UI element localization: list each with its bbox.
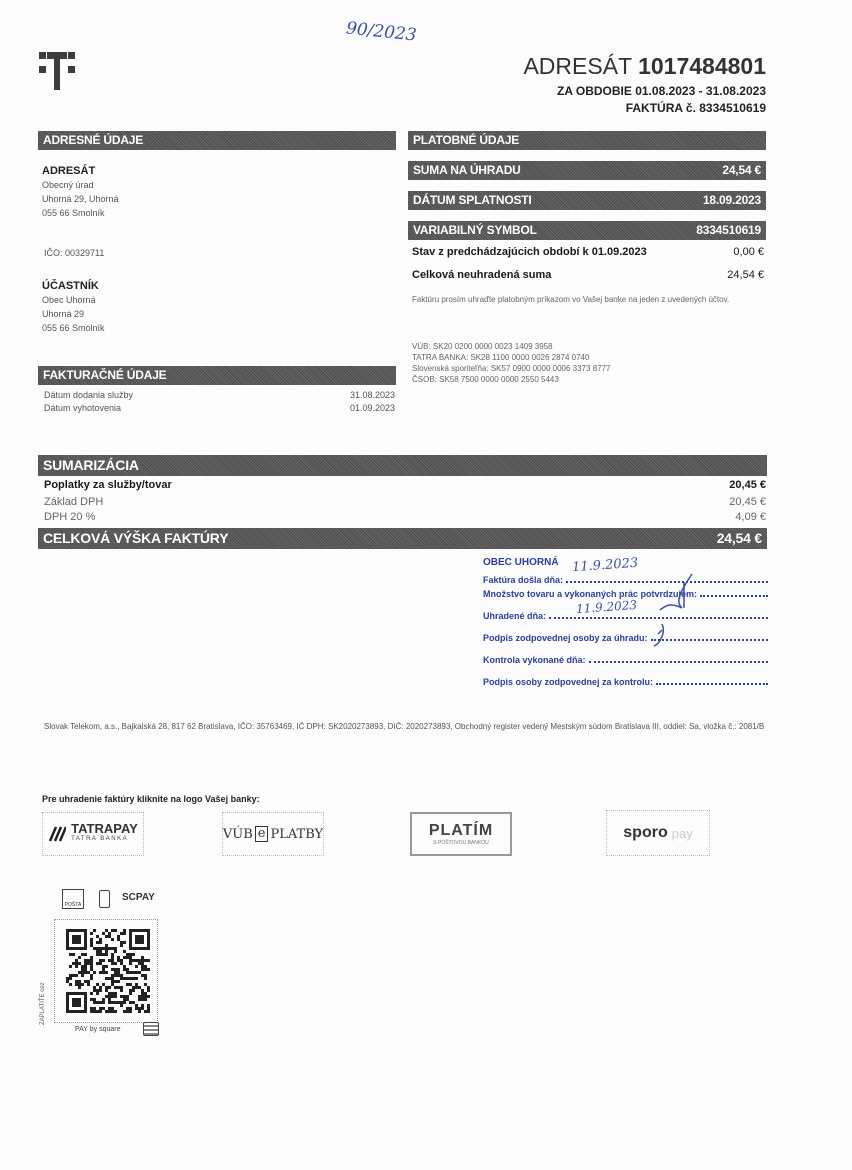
unpaid-total-row: Celková neuhradená suma 24,54 € xyxy=(412,269,764,281)
stamp-line: Množstvo tovaru a vykonaných prác potvrdzujem: xyxy=(483,583,768,605)
tatrapay-icon xyxy=(48,826,66,842)
telekom-logo-icon xyxy=(38,52,76,94)
invoice-total-value: 24,54 € xyxy=(716,530,762,546)
adresat-number: 1017484801 xyxy=(638,53,766,79)
previous-balance-row: Stav z predchádzajúcich období k 01.09.2023 0,00 € xyxy=(412,246,764,258)
participant-line: Obec Uhorná xyxy=(42,295,96,305)
paybysquare-label: PAY by square xyxy=(75,1026,121,1033)
recipient-line: Obecný úrad xyxy=(42,180,94,190)
participant-block xyxy=(42,280,105,335)
due-date-bar: DÁTUM SPLATNOSTI 18.09.2023 xyxy=(408,191,766,210)
sporopay-button[interactable] xyxy=(606,810,710,856)
billing-section-title: FAKTURAČNÉ ÚDAJE xyxy=(38,366,396,385)
stamp-line: Podpis zodpovednej osoby za úhradu: xyxy=(483,627,768,649)
tatrapay-label: TATRAPAY xyxy=(71,821,138,836)
due-date-value: 18.09.2023 xyxy=(702,193,761,207)
sporo-label: sporo xyxy=(623,824,668,841)
vub-eplatby-button[interactable] xyxy=(222,812,324,856)
stamp-line: Podpis osoby zodpovednej za kontrolu: xyxy=(483,671,768,693)
billing-row: Dátum dodania služby 31.08.2023 xyxy=(44,390,395,400)
address-section-title: ADRESNÉ ÚDAJE xyxy=(38,131,396,150)
stamp-line: Kontrola vykonané dňa: xyxy=(483,649,768,671)
recipient-line: Uhorná 29, Uhorná xyxy=(42,194,119,204)
vub-e-icon: e xyxy=(255,826,269,842)
tatrapay-button[interactable] xyxy=(42,812,144,856)
variable-symbol-value: 8334510619 xyxy=(696,223,761,237)
participant-line: 055 66 Smolník xyxy=(42,323,105,333)
qr-code-icon[interactable] xyxy=(66,929,150,1013)
sporo-pay-label: pay xyxy=(671,825,693,841)
vub-label: VÚB xyxy=(222,826,253,842)
signature-icon xyxy=(640,572,700,652)
fees-row: Poplatky za služby/tovar 20,45 € xyxy=(44,479,766,491)
participant-heading: ÚČASTNÍK xyxy=(42,280,99,292)
payment-note: Faktúru prosím uhraďte platobným príkazom vo Vašej banke na jeden z uvedených účtov. xyxy=(412,295,730,304)
platim-label: PLATÍM xyxy=(428,822,494,839)
vat-base-row: Základ DPH 20,45 € xyxy=(44,496,766,508)
handwritten-date: 11.9.2023 xyxy=(575,597,638,617)
bank-account: VÚB: SK20 0200 0000 0023 1409 3958 xyxy=(412,342,553,351)
payment-section-title: PLATOBNÉ ÚDAJE xyxy=(408,131,766,150)
invoice-total-bar: CELKOVÁ VÝŠKA FAKTÚRY 24,54 € xyxy=(38,528,767,549)
qr-payment-block xyxy=(42,889,162,1039)
phone-icon xyxy=(99,890,110,908)
tatrapay-sub: TATRA BANKA xyxy=(71,836,129,842)
invoice-meta xyxy=(557,83,766,117)
billing-rows xyxy=(44,389,395,415)
invoice-number: FAKTÚRA č. 8334510619 xyxy=(625,101,766,115)
bank-prompt: Pre uhradenie faktúry kliknite na logo Vašej banky: xyxy=(42,794,260,804)
company-footer: Slovak Telekom, a.s., Bajkalská 28, 817 62 Bratislava, IČO: 35763469, IČ DPH: SK2020273893, DIČ: 2020273893, Obchodný register vedený Mestským súdom Bratislava III, oddiel: Sa, vložka č.: 2081/B xyxy=(44,722,765,731)
invoice-header xyxy=(523,53,766,80)
qr-side-text: ZAPLATIŤE cez xyxy=(40,982,46,1025)
vat-row: DPH 20 % 4,09 € xyxy=(44,511,766,523)
amount-bar: SUMA NA ÚHRADU 24,54 € xyxy=(408,161,766,180)
municipal-stamp xyxy=(483,557,768,693)
handwritten-note: 90/2023 xyxy=(345,18,418,46)
recipient-heading: ADRESÁT xyxy=(42,165,96,177)
participant-line: Uhorná 29 xyxy=(42,309,85,319)
invoice-period: ZA OBDOBIE 01.08.2023 - 31.08.2023 xyxy=(556,84,766,98)
summary-title: SUMARIZÁCIA xyxy=(38,455,767,476)
stamp-line: Uhradené dňa: xyxy=(483,605,768,627)
vub-platby-label: PLATBY xyxy=(270,826,324,842)
recipient-line: 055 66 Smolník xyxy=(42,208,105,218)
platim-button[interactable] xyxy=(410,812,512,856)
card-icon xyxy=(143,1022,159,1036)
recipient-block xyxy=(42,165,119,220)
variable-symbol-bar: VARIABILNÝ SYMBOL 8334510619 xyxy=(408,221,766,240)
scpay-icon: SCPAY xyxy=(122,892,155,903)
bank-accounts xyxy=(412,341,611,385)
bank-account: TATRA BANKA: SK28 1100 0000 0026 2874 0740 xyxy=(412,353,590,362)
posta-icon: POŠTA xyxy=(62,889,84,909)
bank-account: Slovenská sporiteľňa: SK57 0900 0000 0006 3373 8777 xyxy=(412,364,611,373)
platim-sub: S POŠTOVOU BANKOU xyxy=(433,840,489,846)
stamp-line: Faktúra došla dňa: xyxy=(483,569,768,583)
stamp-title: OBEC UHORNÁ xyxy=(483,557,559,568)
billing-row: Dátum vyhotovenia 01.09.2023 xyxy=(44,403,395,413)
ico: IČO: 00329711 xyxy=(44,248,105,258)
adresat-label: ADRESÁT xyxy=(523,53,632,79)
handwritten-date: 11.9.2023 xyxy=(571,555,639,576)
amount-value: 24,54 € xyxy=(722,163,761,177)
bank-account: ČSOB: SK58 7500 0000 0000 2550 5443 xyxy=(412,375,559,384)
